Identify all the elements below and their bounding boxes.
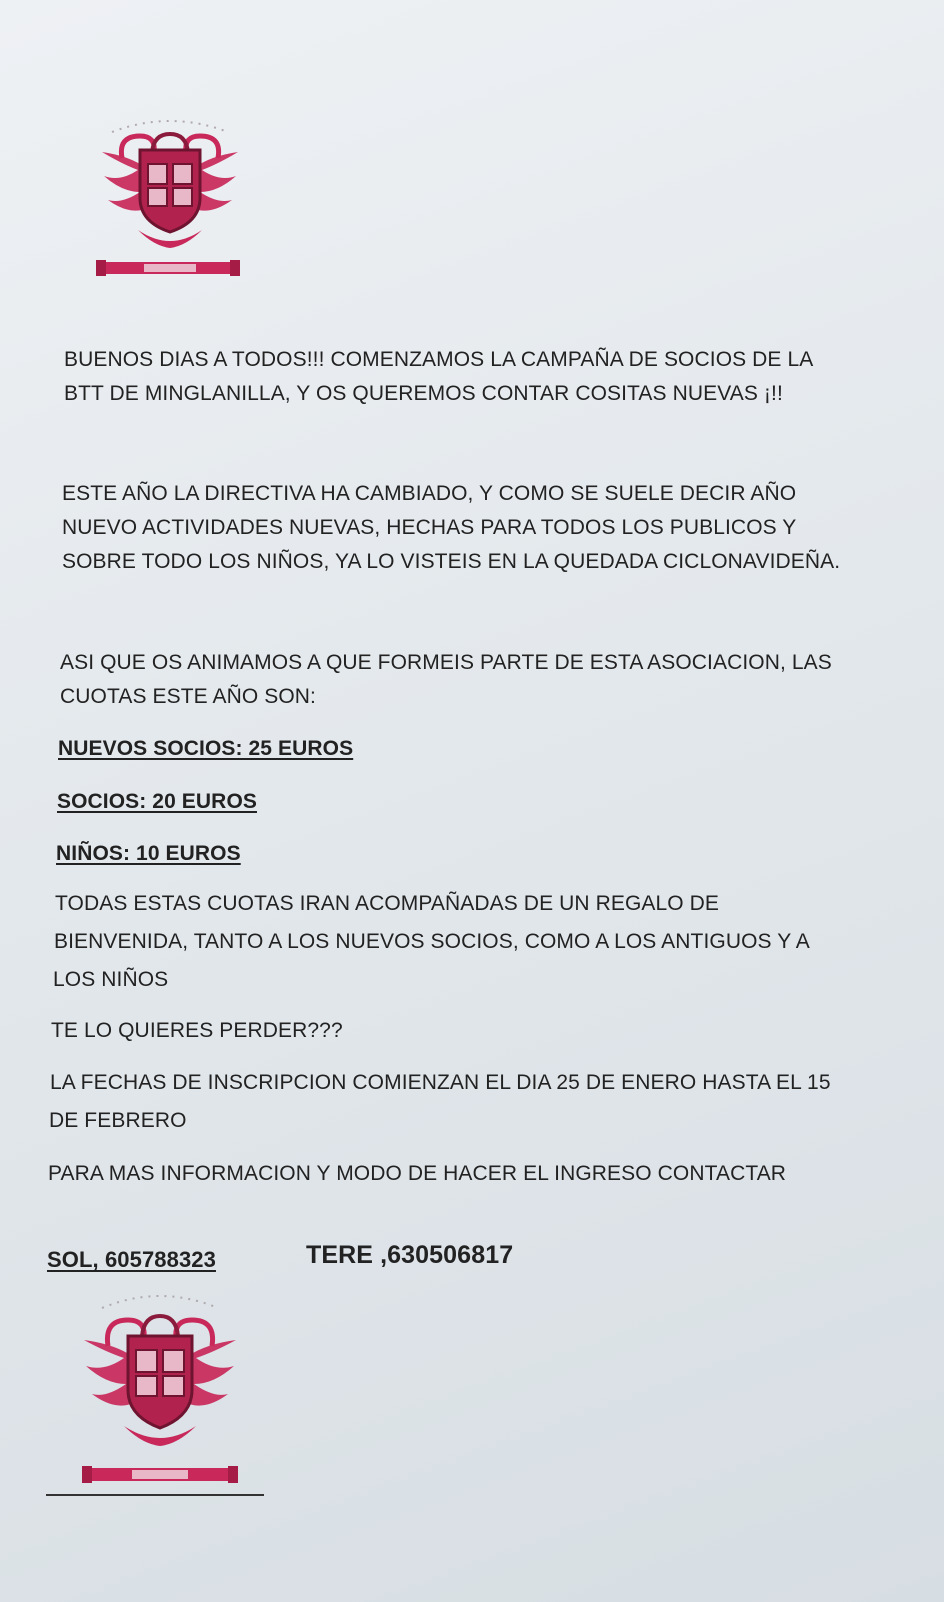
- contact-tere: TERE ,630506817: [306, 1241, 514, 1269]
- fee-children: NIÑOS: 10 EUROS: [56, 842, 241, 865]
- gift-line-3: LOS NIÑOS: [53, 968, 169, 991]
- signature-line: [46, 1494, 264, 1496]
- intro-line-1: BUENOS DIAS A TODOS!!! COMENZAMOS LA CAMPAÑA DE SOCIOS DE LA: [64, 348, 814, 371]
- directive-line-2: NUEVO ACTIVIDADES NUEVAS, HECHAS PARA TODOS LOS PUBLICOS Y: [62, 516, 797, 539]
- directive-line-1: ESTE AÑO LA DIRECTIVA HA CAMBIADO, Y COMO SE SUELE DECIR AÑO: [62, 482, 797, 505]
- dates-line-2: DE FEBRERO: [49, 1109, 187, 1132]
- question-line: TE LO QUIERES PERDER???: [51, 1019, 343, 1042]
- fee-new-members: NUEVOS SOCIOS: 25 EUROS: [58, 737, 354, 760]
- directive-line-3: SOBRE TODO LOS NIÑOS, YA LO VISTEIS EN LA QUEDADA CICLONAVIDEÑA.: [62, 550, 841, 573]
- intro-line-2: BTT DE MINGLANILLA, Y OS QUEREMOS CONTAR COSITAS NUEVAS ¡!!: [64, 382, 783, 405]
- club-crest-logo-icon: [82, 112, 258, 288]
- fee-members: SOCIOS: 20 EUROS: [57, 790, 257, 813]
- membership-line-2: CUOTAS ESTE AÑO SON:: [60, 685, 316, 708]
- gift-line-1: TODAS ESTAS CUOTAS IRAN ACOMPAÑADAS DE UN REGALO DE: [55, 892, 720, 915]
- info-line: PARA MAS INFORMACION Y MODO DE HACER EL INGRESO CONTACTAR: [48, 1162, 787, 1185]
- dates-line-1: LA FECHAS DE INSCRIPCION COMIENZAN EL DIA 25 DE ENERO HASTA EL 15: [50, 1071, 831, 1094]
- gift-line-2: BIENVENIDA, TANTO A LOS NUEVOS SOCIOS, COMO A LOS ANTIGUOS Y A: [54, 930, 810, 953]
- membership-line-1: ASI QUE OS ANIMAMOS A QUE FORMEIS PARTE DE ESTA ASOCIACION, LAS: [60, 651, 832, 674]
- club-crest-logo-bottom-icon: [66, 1286, 254, 1490]
- contact-sol: SOL, 605788323: [47, 1247, 216, 1272]
